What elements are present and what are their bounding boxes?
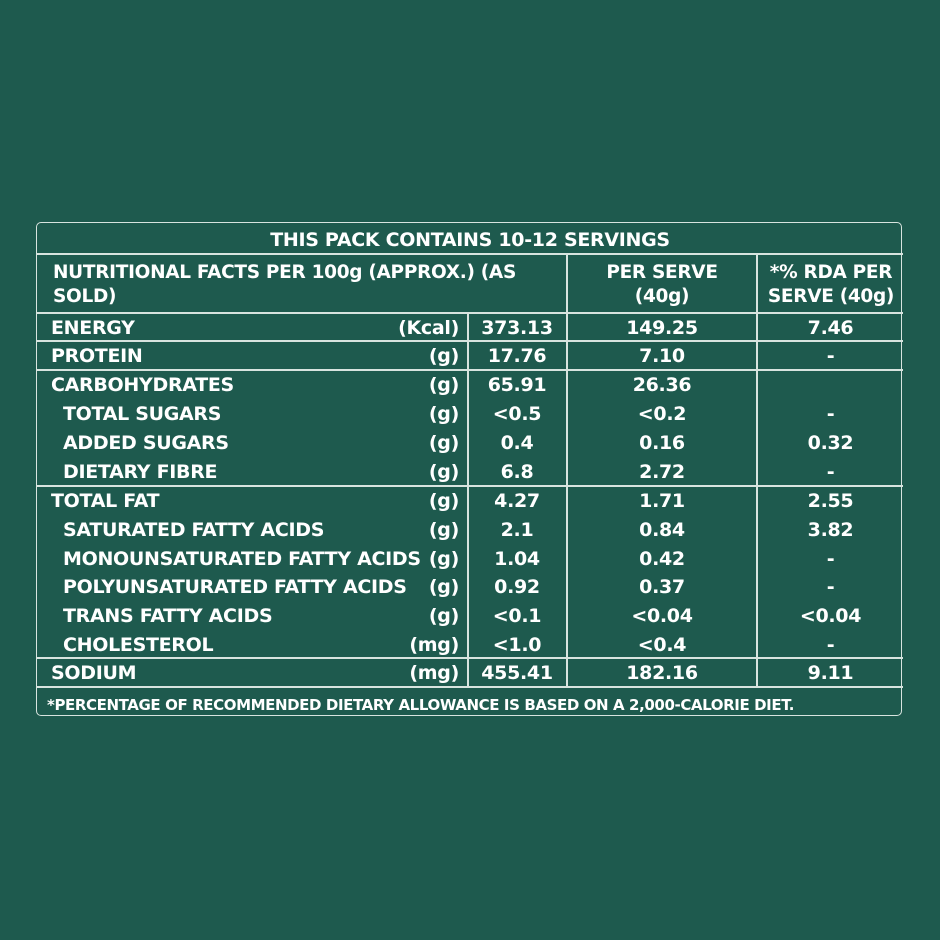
value-per-serve: 149.25 (626, 317, 698, 339)
value-per-100g: 6.8 (500, 461, 534, 483)
nutrient-unit: (mg) (409, 634, 459, 656)
nutrient-unit: (g) (428, 519, 459, 541)
value-per-serve: 0.84 (639, 519, 685, 541)
rule-fat (37, 657, 903, 659)
value-rda: 2.55 (807, 490, 854, 512)
value-per-100g: 455.41 (481, 662, 553, 684)
nutrient-unit: (g) (428, 576, 459, 598)
value-rda: - (826, 634, 835, 656)
rule-carbs (37, 485, 903, 487)
value-per-serve: 0.37 (639, 576, 685, 598)
rule-title (37, 253, 903, 255)
value-per-serve: 0.16 (639, 432, 685, 454)
value-per-100g: <0.5 (492, 403, 542, 425)
nutrient-name: SODIUM (51, 662, 137, 684)
value-per-serve: <0.04 (631, 605, 693, 627)
footnote: *PERCENTAGE OF RECOMMENDED DIETARY ALLOWANCE IS BASED ON A 2,000-CALORIE DIET. (47, 696, 795, 714)
value-per-serve: <0.2 (637, 403, 687, 425)
value-per-serve: 7.10 (639, 345, 685, 367)
value-rda: - (826, 403, 835, 425)
value-per-100g: 0.4 (500, 432, 534, 454)
value-per-100g: 373.13 (481, 317, 553, 339)
value-per-100g: 1.04 (494, 548, 540, 570)
value-per-100g: 0.92 (494, 576, 540, 598)
nutrient-name: CARBOHYDRATES (51, 374, 234, 396)
nutrient-name: PROTEIN (51, 345, 143, 367)
value-rda: <0.04 (799, 605, 862, 627)
nutrient-name: TOTAL FAT (51, 490, 160, 512)
value-per-100g: 2.1 (500, 519, 534, 541)
value-rda: - (826, 576, 835, 598)
nutrient-unit: (g) (428, 461, 459, 483)
nutrient-name: SATURATED FATTY ACIDS (63, 519, 325, 541)
nutrient-name: ENERGY (51, 317, 135, 339)
value-per-serve: 1.71 (639, 490, 685, 512)
value-per-100g: <0.1 (492, 605, 542, 627)
rule-protein (37, 369, 903, 371)
nutrient-unit: (g) (428, 605, 459, 627)
nutrient-unit: (g) (428, 403, 459, 425)
header-rda: *% RDA PER SERVE (40g) (767, 262, 895, 307)
nutrient-name: ADDED SUGARS (63, 432, 229, 454)
nutrient-name: POLYUNSATURATED FATTY ACIDS (63, 576, 407, 598)
value-rda: 0.32 (807, 432, 854, 454)
value-rda: - (826, 548, 835, 570)
nutrient-unit: (g) (428, 345, 459, 367)
value-per-serve: 2.72 (639, 461, 685, 483)
header-per-100g: NUTRITIONAL FACTS PER 100g (APPROX.) (AS SOLD) (53, 262, 516, 307)
rule-header (37, 312, 903, 314)
value-rda: 9.11 (807, 662, 854, 684)
value-per-serve: 26.36 (632, 374, 692, 396)
value-per-100g: 4.27 (494, 490, 540, 512)
value-rda: 3.82 (807, 519, 854, 541)
nutrient-unit: (g) (428, 374, 459, 396)
nutrient-name: MONOUNSATURATED FATTY ACIDS (63, 548, 421, 570)
nutrient-unit: (g) (428, 432, 459, 454)
value-rda: - (826, 345, 835, 367)
header-per-serve: PER SERVE (40g) (606, 262, 718, 307)
table-title: THIS PACK CONTAINS 10-12 SERVINGS (270, 229, 670, 251)
nutrient-name: TRANS FATTY ACIDS (63, 605, 273, 627)
value-rda: 7.46 (807, 317, 854, 339)
nutrient-name: DIETARY FIBRE (63, 461, 218, 483)
value-per-serve: 182.16 (626, 662, 698, 684)
nutrient-name: TOTAL SUGARS (63, 403, 222, 425)
nutrition-table (36, 222, 902, 716)
value-per-100g: <1.0 (492, 634, 542, 656)
nutrient-unit: (g) (428, 490, 459, 512)
rule-sodium (37, 686, 903, 688)
value-per-serve: <0.4 (637, 634, 687, 656)
nutrient-unit: (mg) (409, 662, 459, 684)
rule-energy (37, 340, 903, 342)
nutrient-unit: (g) (428, 548, 459, 570)
value-rda: - (826, 461, 835, 483)
nutrient-name: CHOLESTEROL (63, 634, 214, 656)
value-per-serve: 0.42 (639, 548, 685, 570)
nutrient-unit: (Kcal) (398, 317, 459, 339)
value-per-100g: 17.76 (487, 345, 547, 367)
value-per-100g: 65.91 (487, 374, 547, 396)
